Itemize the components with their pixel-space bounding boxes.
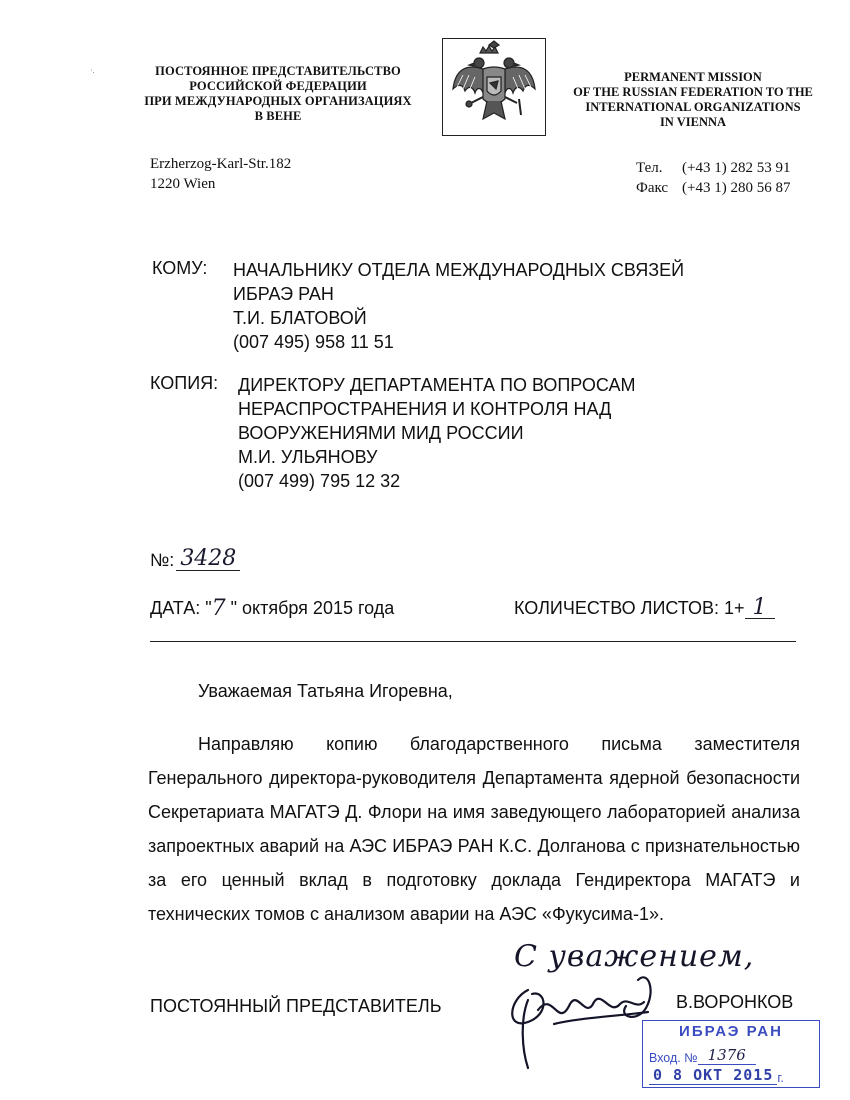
number-label: №: — [150, 550, 175, 570]
copy-line: НЕРАСПРОСТРАНЕНИЯ И КОНТРОЛЯ НАД — [238, 399, 612, 419]
header-en-line: IN VIENNA — [659, 115, 727, 129]
header-ru-line: В ВЕНЕ — [254, 109, 302, 123]
sheets-label: КОЛИЧЕСТВО ЛИСТОВ: 1+ — [514, 598, 745, 618]
signatory-title: ПОСТОЯННЫЙ ПРЕДСТАВИТЕЛЬ — [150, 996, 442, 1016]
contact-block — [636, 158, 790, 198]
stamp-in-number: 1376 — [698, 1046, 756, 1065]
copy-line: ВООРУЖЕНИЯМИ МИД РОССИИ — [238, 423, 524, 443]
divider — [150, 641, 796, 642]
recipient-line: НАЧАЛЬНИКУ ОТДЕЛА МЕЖДУНАРОДНЫХ СВЯЗЕЙ — [233, 260, 685, 280]
header-en-line: INTERNATIONAL ORGANIZATIONS — [585, 100, 801, 114]
recipient-line: ИБРАЭ РАН — [233, 284, 334, 304]
copy-block — [238, 373, 636, 493]
recipient-line: Т.И. БЛАТОВОЙ — [233, 308, 367, 328]
greeting: Уважаемая Татьяна Игоревна, — [198, 681, 453, 701]
document-number — [150, 548, 240, 571]
recipient-label: КОМУ: — [152, 258, 208, 278]
address-block — [150, 154, 291, 194]
copy-line: ДИРЕКТОРУ ДЕПАРТАМЕНТА ПО ВОПРОСАМ — [238, 375, 636, 395]
recipient-line: (007 495) 958 11 51 — [233, 332, 394, 352]
address-line: Erzherzog-Karl-Str.182 — [150, 156, 292, 172]
header-en-line: PERMANENT MISSION — [624, 70, 762, 84]
stamp-year-suffix: г. — [777, 1071, 784, 1085]
copy-line: М.И. УЛЬЯНОВУ — [238, 447, 378, 467]
stamp-in-row — [649, 1046, 756, 1065]
scan-artifact: ·. — [90, 66, 95, 75]
header-ru-line: РОССИЙСКОЙ ФЕДЕРАЦИИ — [189, 79, 367, 93]
registration-stamp — [642, 1020, 820, 1088]
header-ru-line: ПРИ МЕЖДУНАРОДНЫХ ОРГАНИЗАЦИЯХ — [144, 94, 412, 108]
stamp-date-row — [649, 1066, 784, 1085]
stamp-org: ИБРАЭ РАН — [679, 1023, 783, 1040]
phone-number: (+43 1) 282 53 91 — [682, 160, 791, 176]
russian-coat-of-arms-icon — [442, 38, 546, 136]
header-ru-line: ПОСТОЯННОЕ ПРЕДСТАВИТЕЛЬСТВО — [155, 64, 401, 78]
stamp-date: 0 8 ОКТ 2015 — [649, 1066, 777, 1085]
recipient-block — [233, 258, 684, 354]
address-line: 1220 Wien — [150, 176, 216, 192]
phone-row — [636, 158, 790, 178]
sheets-value: 1 — [745, 598, 775, 619]
fax-row — [636, 178, 790, 198]
fax-number: (+43 1) 280 56 87 — [682, 180, 791, 196]
header-en-line: OF THE RUSSIAN FEDERATION TO THE — [573, 85, 813, 99]
signatory-name: В.ВОРОНКОВ — [676, 992, 794, 1012]
header-english — [548, 70, 838, 130]
header-russian — [118, 64, 438, 124]
date-day: 7 — [211, 596, 226, 621]
copy-line: (007 499) 795 12 32 — [238, 471, 401, 491]
document-date — [150, 598, 394, 619]
stamp-in-label: Вход. № — [649, 1051, 698, 1065]
letter-body: Направляю копию благодарственного письма заместителя Генерального директора-руководителя Департамента ядерной безопасности Секретариата МАГАТЭ Д. Флори на имя заведующего лабораторией анализа запроектных аварий на АЭС ИБРАЭ РАН К.С. Долганова с признательностью за его ценный вклад в подготовку доклада Гендиректора МАГАТЭ и технических томов с анализом аварии на АЭС «Фукусима-1». — [148, 734, 800, 924]
date-rest: " октября 2015 года — [225, 598, 395, 618]
fax-label: Факс — [636, 180, 669, 196]
sheet-count — [514, 595, 775, 620]
copy-label: КОПИЯ: — [150, 373, 219, 393]
phone-label: Тел. — [636, 160, 663, 176]
handwritten-closing-text: С уважением, — [514, 939, 755, 974]
date-label: ДАТА: " — [150, 598, 212, 618]
number-value: 3428 — [176, 548, 240, 571]
